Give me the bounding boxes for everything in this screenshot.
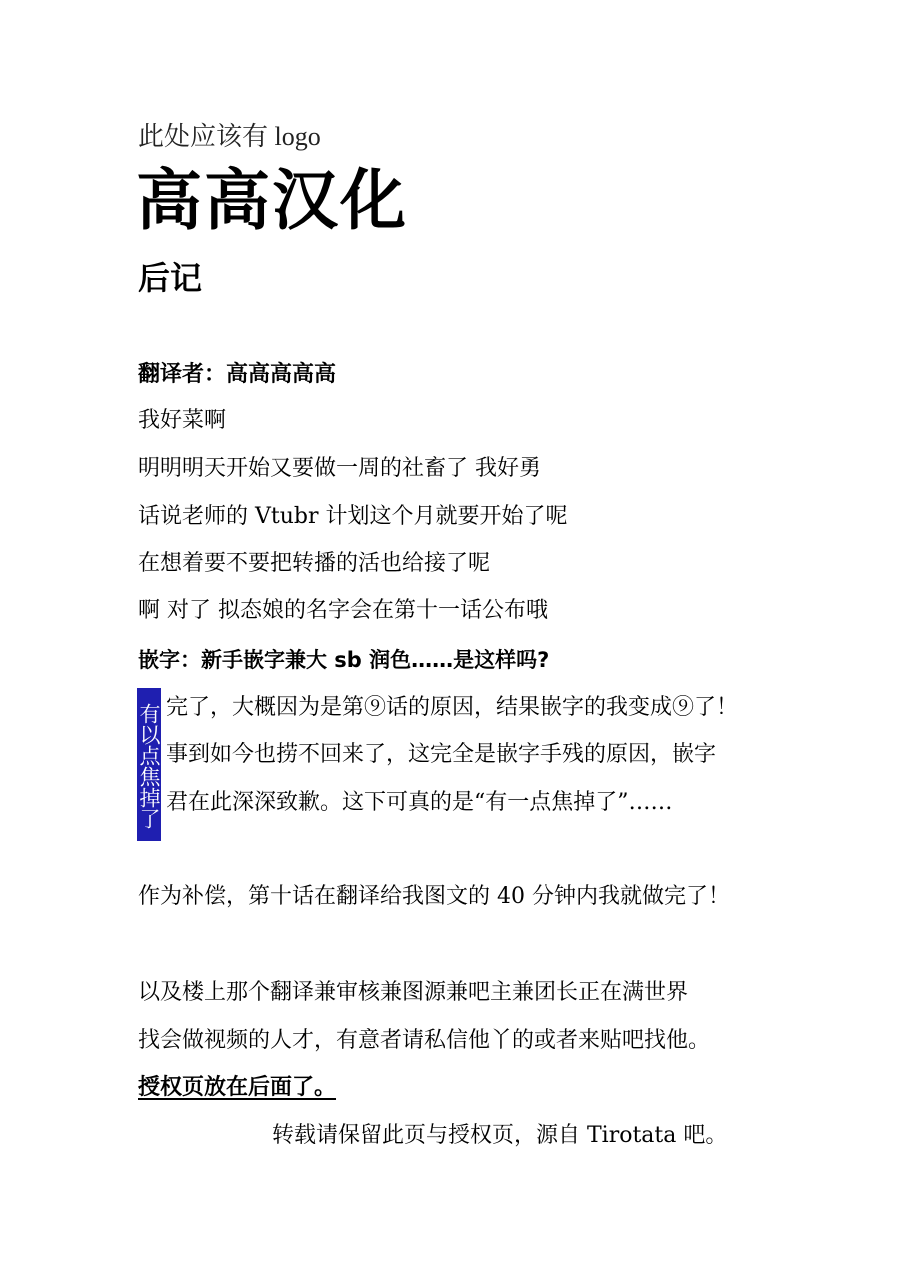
typesetter-line: 完了，大概因为是第⑨话的原因，结果嵌字的我变成⑨了！ — [166, 695, 739, 720]
typesetter-line: 君在此深深致歉。这下可真的是“有一点焦掉了”…… — [166, 790, 673, 815]
typesetter-line: 事到如今也捞不回来了，这完全是嵌字手残的原因，嵌字 — [166, 742, 717, 767]
repost-note: 转载请保留此页与授权页，源自 Tirotata 吧。 — [272, 1123, 728, 1148]
page-subtitle: 后记 — [138, 259, 203, 297]
typesetter-heading: 嵌字：新手嵌字兼大 sb 润色……是这样吗? — [138, 648, 550, 672]
logo-placeholder: 此处应该有 logo — [138, 122, 321, 151]
recruit-line: 找会做视频的人才，有意者请私信他丫的或者来贴吧找他。 — [138, 1028, 711, 1053]
translator-heading: 翻译者：高高高高高 — [138, 361, 337, 387]
blurred-text-stamp: 有以点焦掉了 — [137, 688, 161, 841]
translator-line: 我好菜啊 — [138, 408, 227, 433]
recruit-line: 以及楼上那个翻译兼审核兼图源兼吧主兼团长正在满世界 — [138, 980, 689, 1005]
auth-page-note: 授权页放在后面了。 — [138, 1074, 337, 1100]
translator-line: 在想着要不要把转播的活也给接了呢 — [138, 551, 491, 576]
translator-line: 明明明天开始又要做一周的社畜了 我好勇 — [138, 456, 541, 481]
translator-line: 话说老师的 Vtubr 计划这个月就要开始了呢 — [138, 504, 568, 529]
compensation-note: 作为补偿，第十话在翻译给我图文的 40 分钟内我就做完了！ — [138, 884, 730, 909]
page-title: 高高汉化 — [136, 162, 408, 239]
translator-line: 啊 对了 拟态娘的名字会在第十一话公布哦 — [138, 598, 548, 623]
